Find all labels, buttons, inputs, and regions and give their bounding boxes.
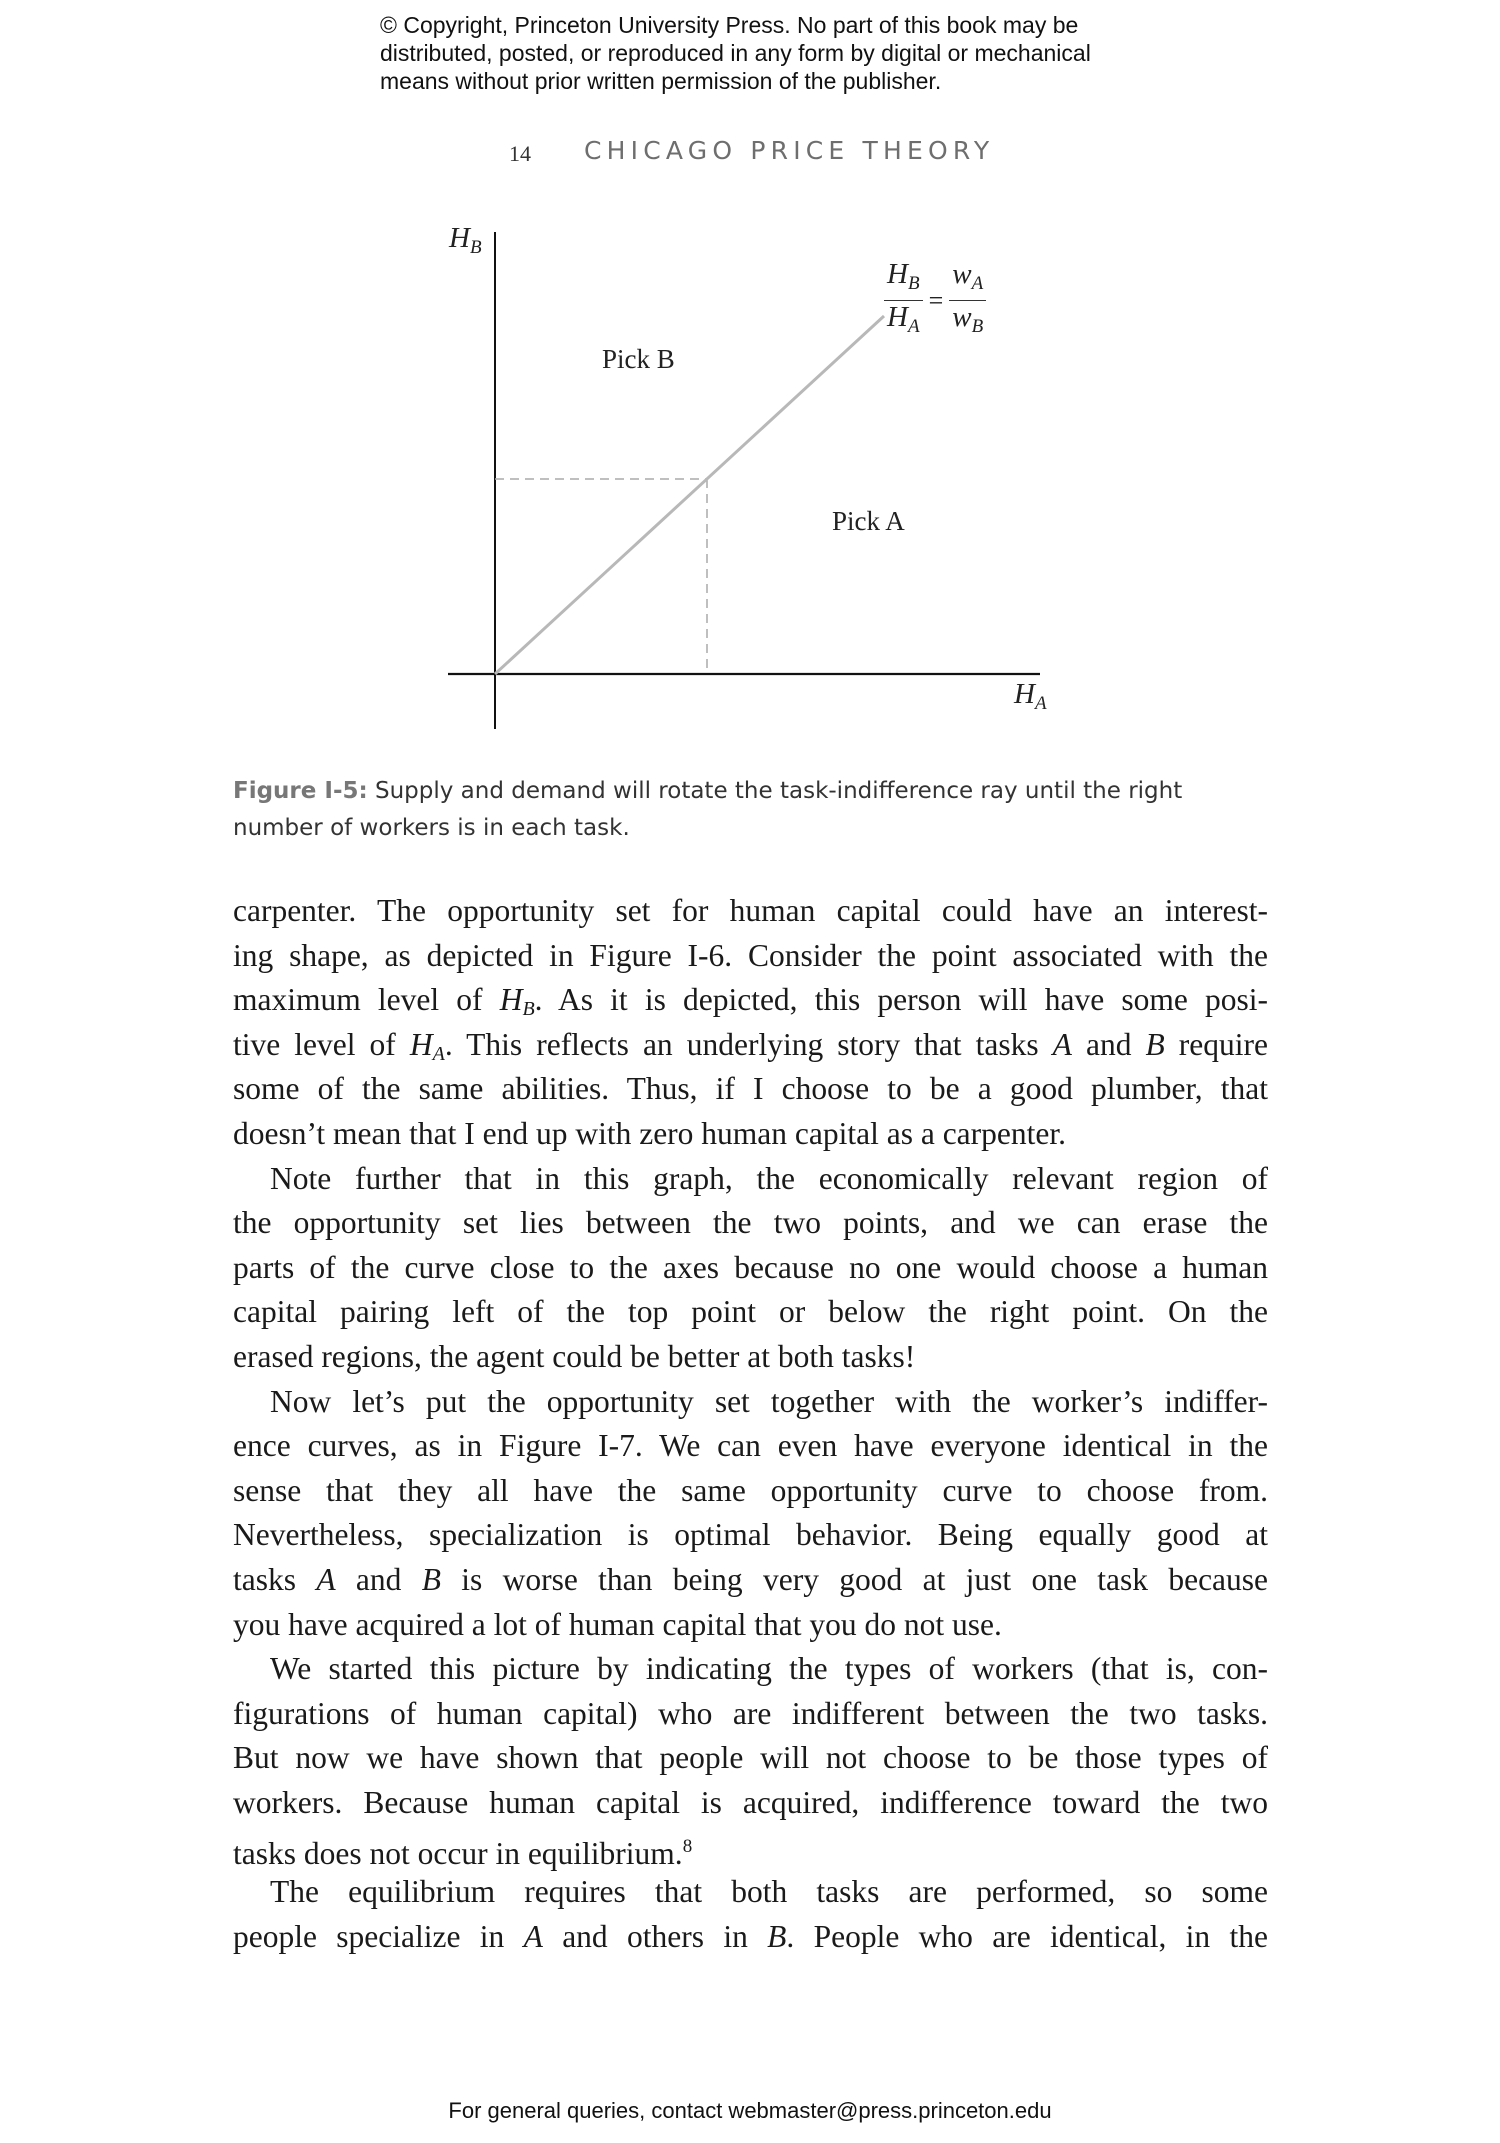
footnote-marker[interactable]: 8 [682, 1836, 693, 1858]
text-line: some of the same abilities. Thus, if I choose to be a good plumber, that [233, 1071, 1268, 1107]
figure-caption [233, 773, 1273, 847]
text-line: carpenter. The opportunity set for human capital could have an interest- [233, 893, 1268, 928]
text-line: tasks does not occur in equilibrium.$^8$ [233, 1836, 693, 1872]
footer-contact: For general queries, contact webmaster@press.princeton.edu [448, 2098, 1052, 2123]
equals-sign: = [928, 285, 944, 315]
text-line: figurations of human capital) who are indifferent between the two tasks. [233, 1695, 1268, 1731]
text-line: doesn’t mean that I end up with zero human capital as a carpenter. [233, 1115, 1066, 1151]
body-text [233, 889, 1268, 1959]
figure-diagram [0, 0, 1500, 760]
book-title: CHICAGO PRICE THEORY [584, 136, 995, 165]
text-line: But now we have shown that people will not choose to be those types of [233, 1740, 1268, 1776]
text-line: people specialize in A and others in B. People who are identical, in the [233, 1918, 1268, 1954]
region-label-pick-b: Pick B [602, 344, 675, 374]
lhs-fraction: $\frac{H_B}{H_A}$ [884, 258, 923, 343]
task-indifference-ray [495, 316, 884, 674]
text-line: tasks A and B is worse than being very good at just one task because [233, 1561, 1269, 1597]
text-line: capital pairing left of the top point or below the right point. On the [233, 1294, 1268, 1330]
ray-equation [884, 258, 986, 343]
rhs-fraction: $\frac{w_A}{w_B}$ [949, 258, 986, 343]
text-line: Nevertheless, specialization is optimal behavior. Being equally good at [233, 1517, 1268, 1553]
text-line: maximum level of $H_B$. As it is depicted, this person will have some posi- [233, 982, 1268, 1021]
text-line: Note further that in this graph, the economically relevant region of [270, 1160, 1268, 1196]
text-line: sense that they all have the same opportunity curve to choose from. [233, 1472, 1268, 1508]
y-axis-label: $H_B$ [449, 222, 482, 258]
text-line: ing shape, as depicted in Figure I-6. Consider the point associated with the [233, 937, 1268, 973]
caption-label: Figure I-5: [233, 778, 368, 804]
text-line: you have acquired a lot of human capital that you do not use. [233, 1606, 1002, 1642]
caption-text: Supply and demand will rotate the task-indifference ray until the right number of workers is in each task. [233, 778, 1183, 841]
text-line: Now let’s put the opportunity set together with the worker’s indiffer- [270, 1383, 1268, 1419]
text-line: We started this picture by indicating the types of workers (that is, con- [270, 1651, 1268, 1687]
text-line: workers. Because human capital is acquired, indifference toward the two [233, 1784, 1268, 1820]
copyright-line: © Copyright, Princeton University Press. No part of this book may be [380, 12, 1079, 38]
text-line: erased regions, the agent could be better at both tasks! [233, 1338, 916, 1374]
text-line: The equilibrium requires that both tasks are performed, so some [270, 1874, 1268, 1910]
page-number: 14 [509, 141, 531, 166]
copyright-line: means without prior written permission of the publisher. [380, 68, 942, 94]
text-line: parts of the curve close to the axes because no one would choose a human [233, 1249, 1268, 1285]
x-axis-label: $H_A$ [1014, 678, 1047, 714]
text-line: tive level of $H_A$. This reflects an underlying story that tasks A and B require [233, 1026, 1268, 1065]
text-line: the opportunity set lies between the two points, and we can erase the [233, 1205, 1268, 1241]
region-label-pick-a: Pick A [832, 506, 905, 536]
figure-i-5 [0, 0, 1500, 760]
copyright-line: distributed, posted, or reproduced in any form by digital or mechanical [380, 40, 1091, 66]
text-line: ence curves, as in Figure I-7. We can even have everyone identical in the [233, 1428, 1268, 1464]
